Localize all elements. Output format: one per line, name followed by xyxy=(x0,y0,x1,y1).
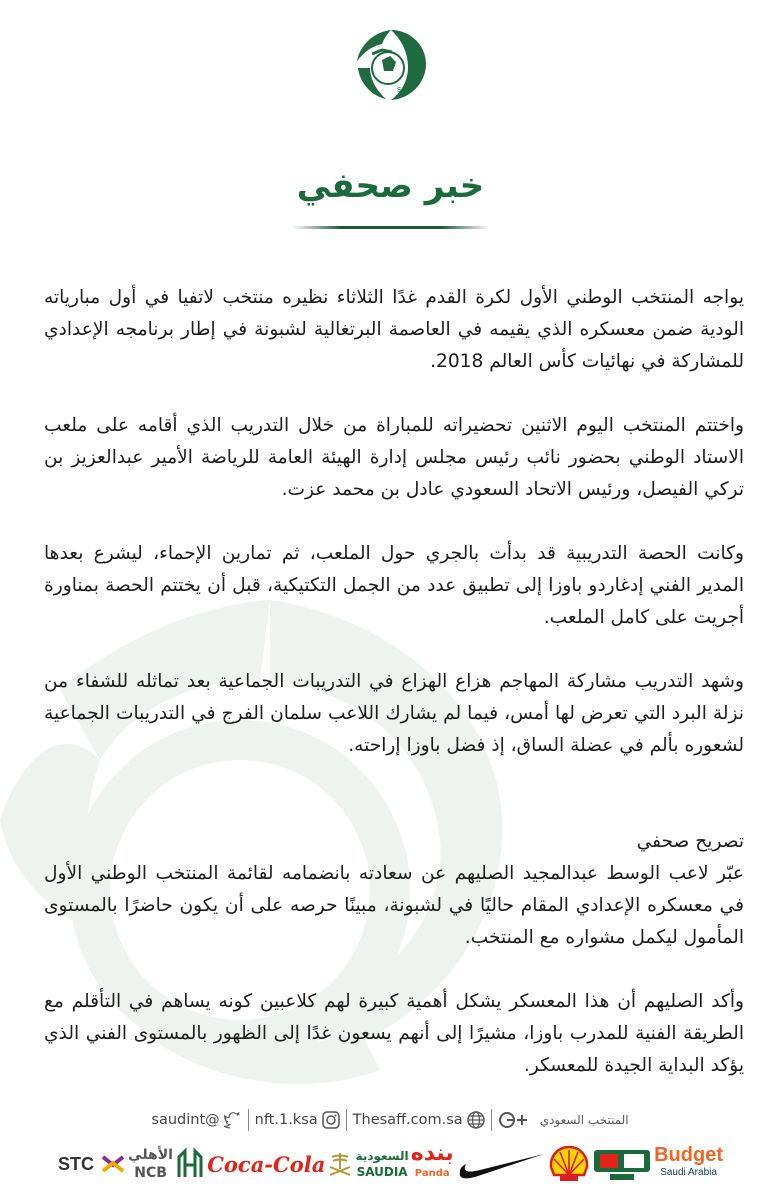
logo-text: SAFF xyxy=(397,86,415,94)
sponsor-budget xyxy=(654,1139,723,1189)
instagram-link[interactable] xyxy=(249,1111,346,1129)
website-text: Thesaff.com.sa xyxy=(352,1112,463,1128)
sponsor-mobily-fuel xyxy=(592,1139,652,1189)
paragraph-3: وكانت الحصة التدريبية قد بدأت بالجري حول الملعب، ثم تمارين الإحماء، ليشرع بعدها المدير الفني إدغاردو باوزا إلى تطبيق عدد من الجمل التكتيكية، قبل أن يختتم الحصة بمناورة أجريت على كامل الملعب. xyxy=(44,543,744,628)
fuel-station-logo xyxy=(592,1144,652,1184)
paragraph-1: يواجه المنتخب الوطني الأول لكرة القدم غدًا الثلاثاء نظيره منتخب لاتفيا في أول مبارياته الودية ضمن معسكره الذي يقيمه في العاصمة البرتغالية لشبونة في إطار برنامجه الإعدادي للمشاركة في نهائيات كأس العالم 2018. xyxy=(44,287,744,372)
divider xyxy=(491,1109,492,1131)
statement-paragraph-1: عبّر لاعب الوسط عبدالمجيد الصليهم عن سعادته بانضمامه لقائمة المنتخب الوطني الأول في معسكره الإعدادي المقام حاليًا في لشبونة، مبينًا حرصه على أن يكون حاضرًا بالمستوى المأمول ليكمل مشواره مع المنتخب. xyxy=(44,863,744,948)
section-subheading: تصريح صحفي xyxy=(636,831,744,852)
divider xyxy=(248,1109,249,1131)
sponsor-shell xyxy=(548,1139,590,1189)
sponsor-stc xyxy=(58,1139,126,1189)
budget-subtitle: Saudi Arabia xyxy=(660,1167,717,1178)
budget-logo-text: Budget xyxy=(654,1144,723,1166)
panda-logo-text: بنده xyxy=(410,1141,454,1166)
saff-logo xyxy=(352,26,430,104)
ncb-ar-text: الأهلي xyxy=(128,1147,173,1163)
statement-paragraph-2: وأكد الصليهم أن هذا المعسكر يشكل أهمية كبيرة لهم كلاعبين كونه يساهم في التأقلم مع الطريقة الفنية للمدرب باوزا، مشيرًا إلى أنهم يسعون غدًا إلى الظهور بالمستوى الفني الذي يؤكد البداية الجيدة للمعسكر. xyxy=(44,991,744,1076)
panda-subtitle: Panda xyxy=(414,1168,450,1179)
sponsor-ncb-emblem xyxy=(175,1139,205,1189)
ncb-en-text: NCB xyxy=(134,1165,167,1181)
instagram-icon xyxy=(322,1111,340,1129)
sponsor-ncb xyxy=(128,1139,173,1189)
team-label: المنتخب السعودي xyxy=(539,1113,629,1127)
sponsor-panda xyxy=(411,1139,454,1189)
ncb-emblem-icon xyxy=(175,1147,205,1181)
sponsors-row xyxy=(58,1138,723,1190)
website-link[interactable] xyxy=(347,1111,491,1129)
sponsor-saudia xyxy=(356,1139,409,1189)
stc-emblem-icon xyxy=(100,1151,126,1177)
cocacola-logo-text: Coca-Cola xyxy=(207,1151,326,1177)
palm-swords-icon xyxy=(327,1149,353,1179)
sponsor-cocacola xyxy=(207,1139,325,1189)
page-title: خبر صحفي xyxy=(296,166,485,206)
nike-swoosh-logo xyxy=(456,1146,546,1182)
team-label-item xyxy=(534,1113,635,1127)
saudia-en-text: SAUDIA xyxy=(356,1165,408,1179)
stc-logo-text: STC xyxy=(58,1153,95,1174)
saudia-emblem xyxy=(327,1139,353,1189)
google-plus-icon xyxy=(498,1111,528,1129)
paragraph-2: واختتم المنتخب اليوم الاثنين تحضيراته للمباراة من خلال التدريب الذي أقامه على ملعب الاستاد الوطني بحضور نائب رئيس مجلس إدارة الهيئة العامة للرياضة الأمير عبدالعزيز بن تركي الفيصل، ورئيس الاتحاد السعودي عادل بن محمد عزت. xyxy=(44,415,744,500)
press-release-body xyxy=(44,282,744,1114)
twitter-handle: @saudint xyxy=(151,1112,220,1128)
google-plus-link[interactable] xyxy=(492,1111,534,1129)
globe-icon xyxy=(467,1111,485,1129)
twitter-icon xyxy=(224,1111,242,1129)
divider xyxy=(346,1109,347,1131)
instagram-handle: nft.1.ksa xyxy=(254,1112,318,1128)
twitter-link[interactable] xyxy=(145,1111,247,1129)
shell-logo xyxy=(548,1144,590,1184)
sponsor-nike xyxy=(456,1139,546,1189)
social-links-bar xyxy=(100,1106,680,1134)
title-divider xyxy=(292,226,490,229)
paragraph-4: وشهد التدريب مشاركة المهاجم هزاع الهزاع في التدريبات الجماعية بعد تماثله للشفاء من نزلة البرد التي تعرض لها أمس، فيما لم يشارك اللاعب سلمان الفرج في التدريبات الجماعية لشعوره بألم في عضلة الساق، إذ فضل باوزا إراحته. xyxy=(44,671,744,756)
saudia-ar-text: السعودية xyxy=(355,1149,409,1163)
